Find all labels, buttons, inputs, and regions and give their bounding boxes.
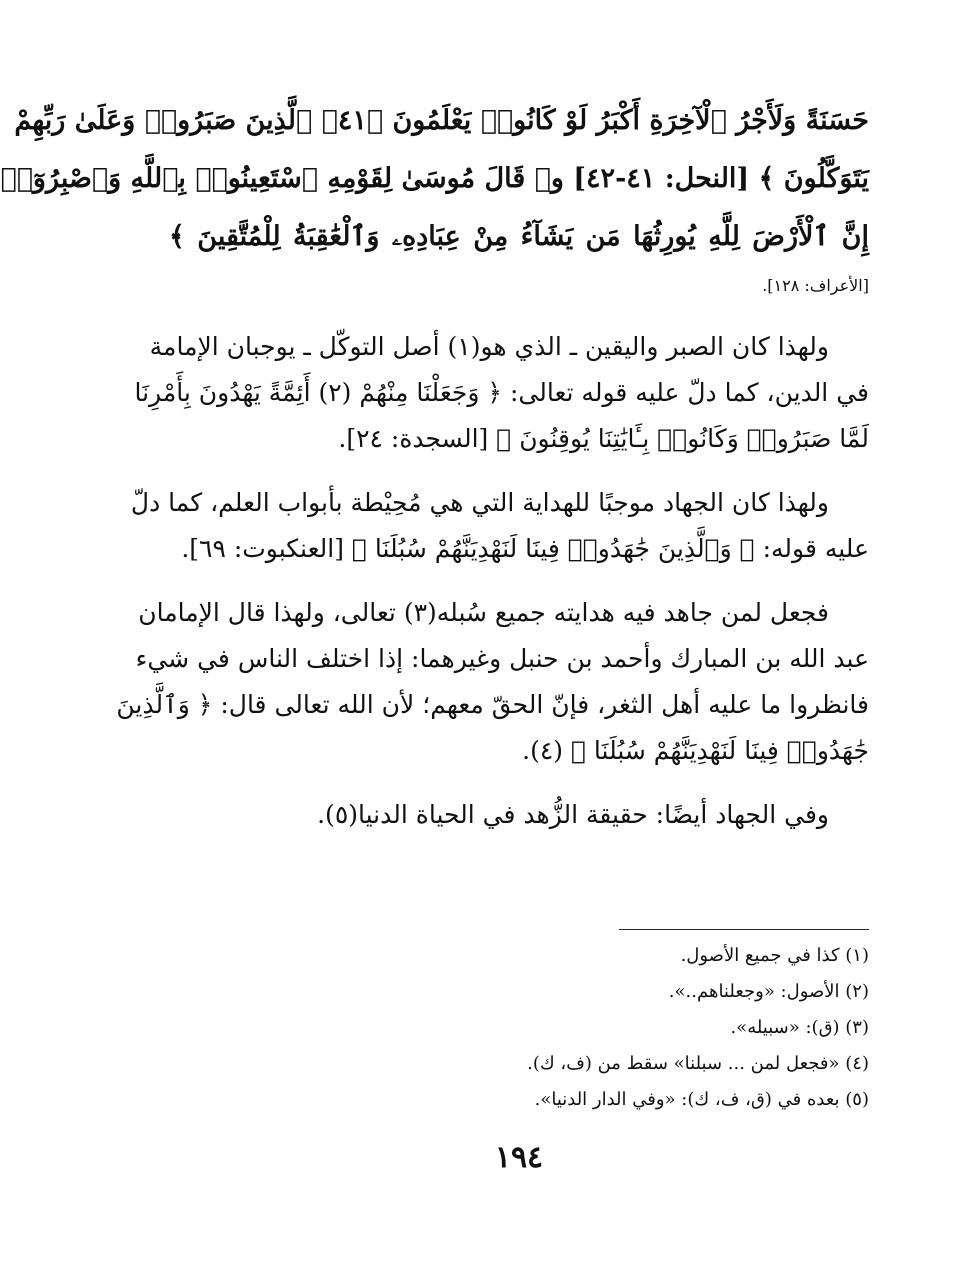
- body-line-6: في الدين، كما دلّ عليه قوله تعالى: ﴿ وَجَعَلْنَا مِنْهُمْ (٢) أَئِمَّةً يَهْدُونَ بِأَمْرِنَا: [134, 378, 869, 407]
- body-line-2: يَتَوَكَّلُونَ ﴾ [النحل: ٤١-٤٢] و﴿ قَالَ مُوسَىٰ لِقَوْمِهِ ٱسْتَعِينُوا۟ بِٱللَّهِ وَٱصْبِرُوٓا۟: [0, 163, 869, 194]
- body-line-8: ولهذا كان الجهاد موجبًا للهداية التي هي مُحِيْطة بأبواب العلم، كما دلّ: [130, 488, 829, 517]
- body-line-11: عبد الله بن المبارك وأحمد بن حنبل وغيرهما: إذا اختلف الناس في شيء: [135, 644, 869, 673]
- page-number: ١٩٤: [494, 1140, 544, 1175]
- footnotes: [169, 938, 869, 1118]
- body-line-9: عليه قوله: ﴿ وَٱلَّذِينَ جَٰهَدُوا۟ فِينَا لَنَهْدِيَنَّهُمْ سُبُلَنَا ﴾ [العنكبوت: ٦٩].: [181, 534, 869, 563]
- body-line-12: فانظروا ما عليه أهل الثغر، فإنّ الحقّ معهم؛ لأن الله تعالى قال: ﴿ وَٱلَّذِينَ: [116, 690, 869, 719]
- footnote-1: (١) كذا في جميع الأصول.: [680, 945, 869, 966]
- footnote-5: (٥) بعده في (ق، ف، ك): «وفي الدار الدنيا».: [534, 1089, 869, 1110]
- body-line-7: لَمَّا صَبَرُوا۟ وَكَانُوا۟ بِـَٔايَٰتِنَا يُوقِنُونَ ﴾ [السجدة: ٢٤].: [338, 424, 869, 453]
- body-line-10: فجعل لمن جاهد فيه هدايته جميع سُبله(٣) تعالى، ولهذا قال الإمامان: [138, 598, 829, 627]
- body-line-1: حَسَنَةً وَلَأَجْرُ ٱلْآخِرَةِ أَكْبَرُ لَوْ كَانُوا۟ يَعْلَمُونَ ﴿٤١﴾ ٱلَّذِينَ صَبَرُوا۟ وَعَلَىٰ رَبِّهِمْ: [14, 105, 869, 136]
- body-line-4: [الأعراف: ١٢٨].: [762, 276, 869, 295]
- footnote-2: (٢) الأصول: «وجعلناهم..».: [668, 981, 869, 1002]
- footnote-4: (٤) «فجعل لمن ... سبلنا» سقط من (ف، ك).: [527, 1053, 869, 1074]
- main-text: [0, 92, 869, 838]
- body-line-5: ولهذا كان الصبر واليقين ـ الذي هو(١) أصل التوكّل ـ يوجبان الإمامة: [149, 332, 829, 361]
- body-line-3: إِنَّ ٱلْأَرْضَ لِلَّهِ يُورِثُهَا مَن يَشَآءُ مِنْ عِبَادِهِۦ وَٱلْعَٰقِبَةُ لِلْمُتَّقِينَ ﴾: [169, 221, 869, 252]
- footnote-3: (٣) (ق): «سبيله».: [730, 1017, 869, 1038]
- body-line-13: جَٰهَدُوا۟ فِينَا لَنَهْدِيَنَّهُمْ سُبُلَنَا ﴾ (٤).: [522, 736, 869, 765]
- body-line-14: وفي الجهاد أيضًا: حقيقة الزُّهد في الحياة الدنيا(٥).: [317, 800, 829, 829]
- footnote-divider: [619, 929, 869, 930]
